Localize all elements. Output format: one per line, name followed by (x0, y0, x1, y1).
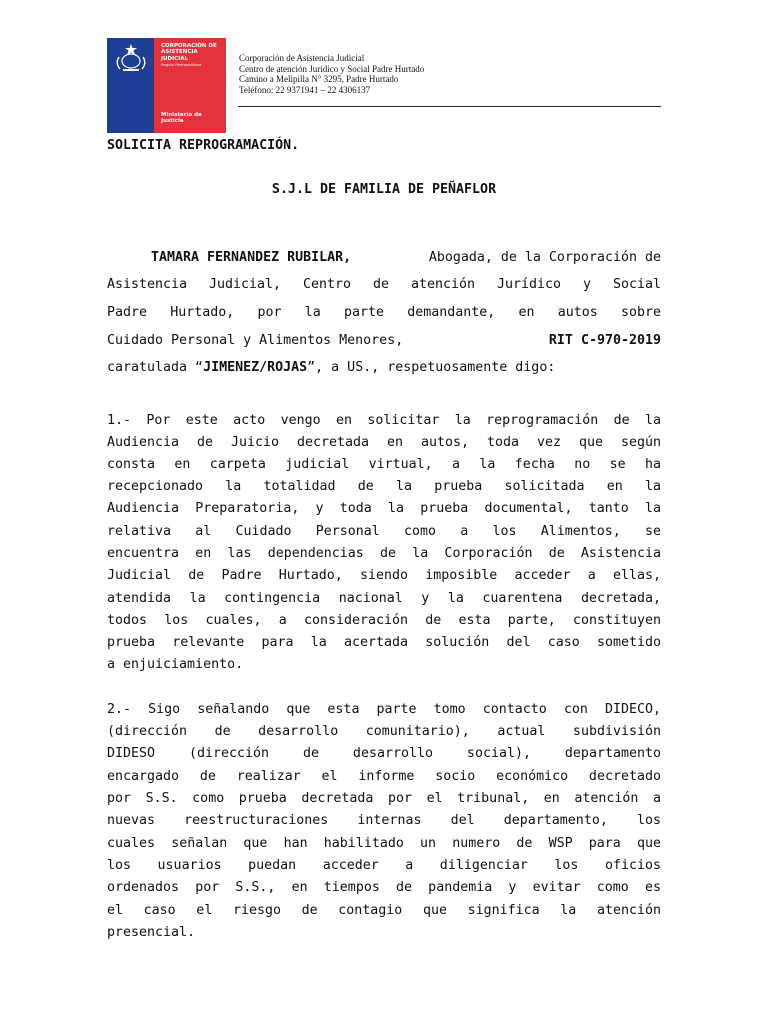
paragraph-1-line: Judicial de Padre Hurtado, siendo imposible acceder a ellas, (107, 568, 661, 583)
logo-ministry-line: Ministerio de (161, 112, 202, 118)
paragraph-1-line: consta en carpeta judicial virtual, a la fecha no se ha (107, 457, 661, 472)
header-divider (238, 106, 661, 107)
intro-line (107, 333, 661, 348)
paragraph-1-line: encuentra en las dependencias de la Corporación de Asistencia (107, 546, 661, 561)
coat-of-arms-icon (111, 42, 151, 74)
subject-line: SOLICITA REPROGRAMACIÓN. (107, 138, 300, 153)
letterhead-line: Corporación de Asistencia Judicial (239, 53, 365, 63)
intro-text: caratulada “ (107, 360, 204, 375)
paragraph-2-line: cuales señalan que han habilitado un numero de WSP para que (107, 836, 661, 851)
paragraph-2-line: encargado de realizar el informe socio económico decretado (107, 769, 661, 784)
letterhead-line: Teléfono: 22 9371941 – 22 4306137 (239, 84, 371, 95)
paragraph-2-line: 2.- Sigo señalando que esta parte tomo contacto con DIDECO, (107, 702, 661, 717)
paragraph-2-line: por S.S. como prueba decretada por el tribunal, en atención a (107, 791, 661, 806)
lawyer-name: TAMARA FERNANDEZ RUBILAR, (151, 250, 352, 265)
intro-text: Cuidado Personal y Alimentos Menores, (107, 333, 404, 348)
logo-blue-panel (107, 38, 154, 133)
paragraph-1-line: Audiencia de Juicio decretada en autos, toda vez que según (107, 435, 661, 450)
intro-line (107, 360, 661, 375)
letterhead-line: Camino a Melipilla N° 3295, Padre Hurtado (239, 74, 399, 84)
paragraph-2-line: (dirección de desarrollo comunitario), actual subdivisión (107, 724, 661, 739)
paragraph-1-line: 1.- Por este acto vengo en solicitar la reprogramación de la (107, 413, 661, 428)
intro-text: ”, a US., respetuosamente digo: (307, 360, 556, 375)
logo-ministry-line: Justicia (161, 118, 184, 125)
letterhead-line: Centro de atención Jurídico y Social Padre Hurtado (239, 63, 425, 74)
paragraph-1-line: relativa al Cuidado Personal como a los Alimentos, se (107, 524, 661, 539)
paragraph-2-line: presencial. (107, 925, 196, 940)
paragraph-1-line: Audiencia Preparatoria, y toda la prueba documental, tanto la (107, 501, 661, 516)
intro-line: Asistencia Judicial, Centro de atención Jurídico y Social (107, 277, 661, 292)
paragraph-1-line: todos los cuales, a consideración de esta parte, constituyen (107, 613, 661, 628)
paragraph-1-line: recepcionado la totalidad de la prueba solicitada en la (107, 479, 661, 494)
logo-corporation-name (161, 43, 225, 62)
paragraph-2-line: nuevas reestructuraciones internas del departamento, los (107, 813, 661, 828)
paragraph-2-line: DIDESO (dirección de desarrollo social), departamento (107, 746, 661, 761)
logo-corp-line: ASISTENCIA (161, 49, 198, 56)
institution-logo (107, 38, 226, 133)
case-caption: JIMENEZ/ROJAS (203, 360, 308, 375)
letterhead-info (239, 53, 424, 95)
logo-corp-line: JUDICIAL (161, 55, 188, 62)
paragraph-2-line: los usuarios puedan acceder a diligenciar los oficios (107, 858, 661, 873)
paragraph-2-line: ordenados por S.S., en tiempos de pandemia y evitar como es (107, 880, 661, 895)
case-rit: RIT C-970-2019 (548, 333, 661, 348)
intro-text: Abogada, de la Corporación de (420, 250, 661, 265)
paragraph-1-line: prueba relevante para la acertada solución del caso sometido (107, 635, 661, 650)
logo-region: Región Metropolitana (161, 62, 202, 67)
logo-corp-line: CORPORACIÓN DE (161, 43, 217, 49)
court-heading: S.J.L DE FAMILIA DE PEÑAFLOR (271, 182, 497, 197)
paragraph-2-line: el caso el riesgo de contagio que significa la atención (107, 903, 661, 918)
logo-ministry (161, 112, 225, 125)
paragraph-1-line: atendida la contingencia nacional y la cuarentena decretada, (107, 591, 661, 606)
paragraph-1-line: a enjuiciamiento. (107, 657, 244, 672)
intro-line (151, 250, 661, 265)
intro-line: Padre Hurtado, por la parte demandante, en autos sobre (107, 305, 661, 320)
